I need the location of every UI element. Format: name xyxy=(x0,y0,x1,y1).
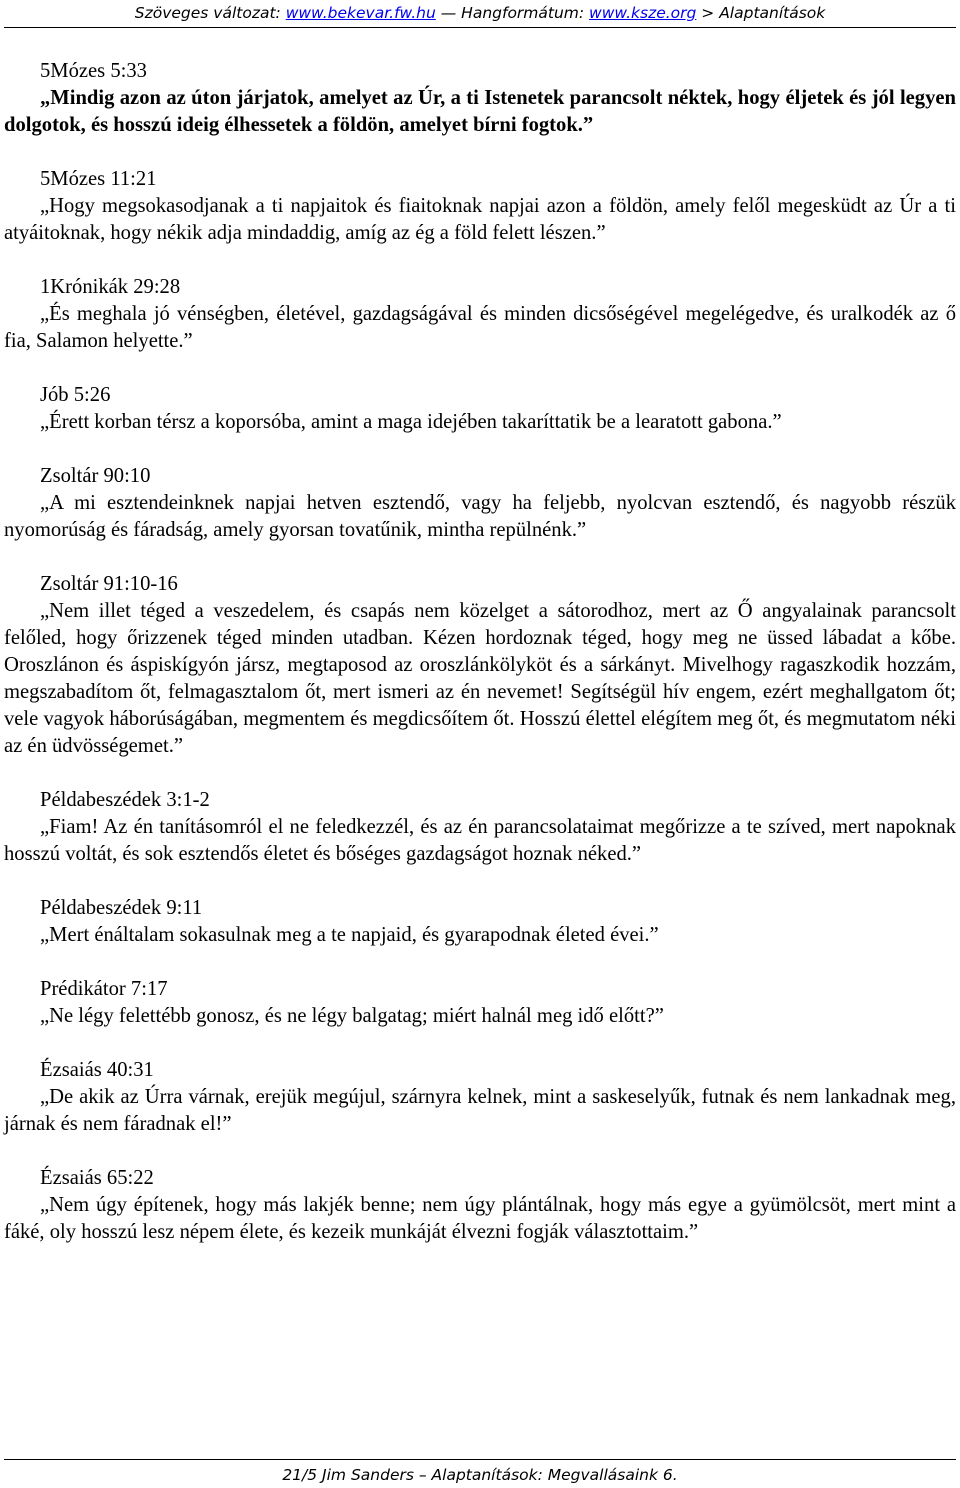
verse-entry xyxy=(4,166,956,247)
verse-quote: „Fiam! Az én tanításomról el ne feledkezzél, és az én parancsolataimat megőrizze a te szíved, mert napoknak hosszú voltát, és sok esztendős életet és bőséges gazdagságot hoznak néked.” xyxy=(4,816,956,865)
verse-reference: Példabeszédek 9:11 xyxy=(40,897,203,919)
page-footer: 21/5 Jim Sanders – Alaptanítások: Megvallásaink 6. xyxy=(282,1466,678,1484)
verse-quote: „Hogy megsokasodjanak a ti napjaitok és fiaitoknak napjai azon a földön, amely felől megesküdt az Úr a ti atyáitoknak, hogy nékik adja mindaddig, amíg az ég a föld felett lészen.” xyxy=(4,195,956,244)
verse-quote: „Nem illet téged a veszedelem, és csapás nem közelget a sátorodhoz, mert az Ő angyalainak parancsolt felőled, hogy őrizzenek téged minden utadban. Kézen hordoznak téged, hogy meg ne üssed lábadat a kőbe. Oroszlánon és áspiskígyón jársz, megtaposod az oroszlánkölyköt és a sárkányt. Mivelhogy ragaszkodik hozzám, megszabadítom őt, felmagasztalom őt, mert ismeri az én nevemet! Segítségül hív engem, ezért meghallgatom őt; vele vagyok háborúságában, megmentem és megdicsőítem őt. Hosszú élettel elégítem meg őt, és megmutatom néki az én üdvösségemet.” xyxy=(4,600,956,757)
verse-reference: 5Mózes 11:21 xyxy=(40,168,157,190)
header-divider xyxy=(4,27,956,28)
verse-reference: Prédikátor 7:17 xyxy=(40,978,168,1000)
header-suffix: > Alaptanítások xyxy=(696,4,826,22)
verse-quote: „Mert énáltalam sokasulnak meg a te napjaid, és gyarapodnak életed évei.” xyxy=(40,924,659,946)
verse-quote: „Nem úgy építenek, hogy más lakjék benne; nem úgy plántálnak, hogy más egye a gyümölcsöt, mert mint a fáké, oly hosszú lesz népem élete, és kezeik munkáját élvezni fogják választottaim.” xyxy=(4,1194,956,1243)
verse-quote: „És meghala jó vénségben, életével, gazdagságával és minden dicsőségével megelégedve, és uralkodék az ő fia, Salamon helyette.” xyxy=(4,303,956,352)
verse-quote: „Mindig azon az úton járjatok, amelyet az Úr, a ti Istenetek parancsolt néktek, hogy éljetek és jól legyen dolgotok, és hosszú ideig élhessetek a földön, amelyet bírni fogtok.” xyxy=(4,87,956,136)
footer-divider xyxy=(4,1459,956,1460)
verse-quote: „Érett korban térsz a koporsóba, amint a maga idejében takaríttatik be a learatott gabona.” xyxy=(40,411,782,433)
verse-entry xyxy=(4,895,956,949)
verse-reference: 5Mózes 5:33 xyxy=(40,60,147,82)
header-prefix: Szöveges változat: xyxy=(134,4,286,22)
verse-entry xyxy=(4,571,956,760)
ksze-link[interactable]: www.ksze.org xyxy=(589,4,697,22)
verse-entry xyxy=(4,1165,956,1246)
verse-reference: 1Krónikák 29:28 xyxy=(40,276,181,298)
verse-entry xyxy=(4,274,956,355)
verse-reference: Zsoltár 90:10 xyxy=(40,465,151,487)
verse-entry xyxy=(4,976,956,1030)
verse-entry xyxy=(4,382,956,436)
verse-quote: „Ne légy felettébb gonosz, és ne légy balgatag; miért halnál meg idő előtt?” xyxy=(40,1005,664,1027)
verse-entry xyxy=(4,1057,956,1138)
verse-entry xyxy=(4,463,956,544)
verse-reference: Ézsaiás 65:22 xyxy=(40,1167,154,1189)
verse-reference: Zsoltár 91:10-16 xyxy=(40,573,178,595)
document-body xyxy=(4,58,956,1273)
header-middle: — Hangformátum: xyxy=(435,4,590,22)
verse-reference: Ézsaiás 40:31 xyxy=(40,1059,154,1081)
verse-reference: Példabeszédek 3:1-2 xyxy=(40,789,210,811)
verse-quote: „A mi esztendeinknek napjai hetven esztendő, vagy ha feljebb, nyolcvan esztendő, és nagyobb részük nyomorúság és fáradság, amely gyorsan tovatűnik, mintha repülnénk.” xyxy=(4,492,956,541)
verse-reference: Jób 5:26 xyxy=(40,384,111,406)
verse-entry xyxy=(4,787,956,868)
bekevar-link[interactable]: www.bekevar.fw.hu xyxy=(285,4,436,22)
page-header xyxy=(0,2,960,24)
verse-quote: „De akik az Úrra várnak, erejük megújul, szárnyra kelnek, mint a saskeselyűk, futnak és nem lankadnak meg, járnak és nem fáradnak el!” xyxy=(4,1086,956,1135)
verse-entry xyxy=(4,58,956,139)
